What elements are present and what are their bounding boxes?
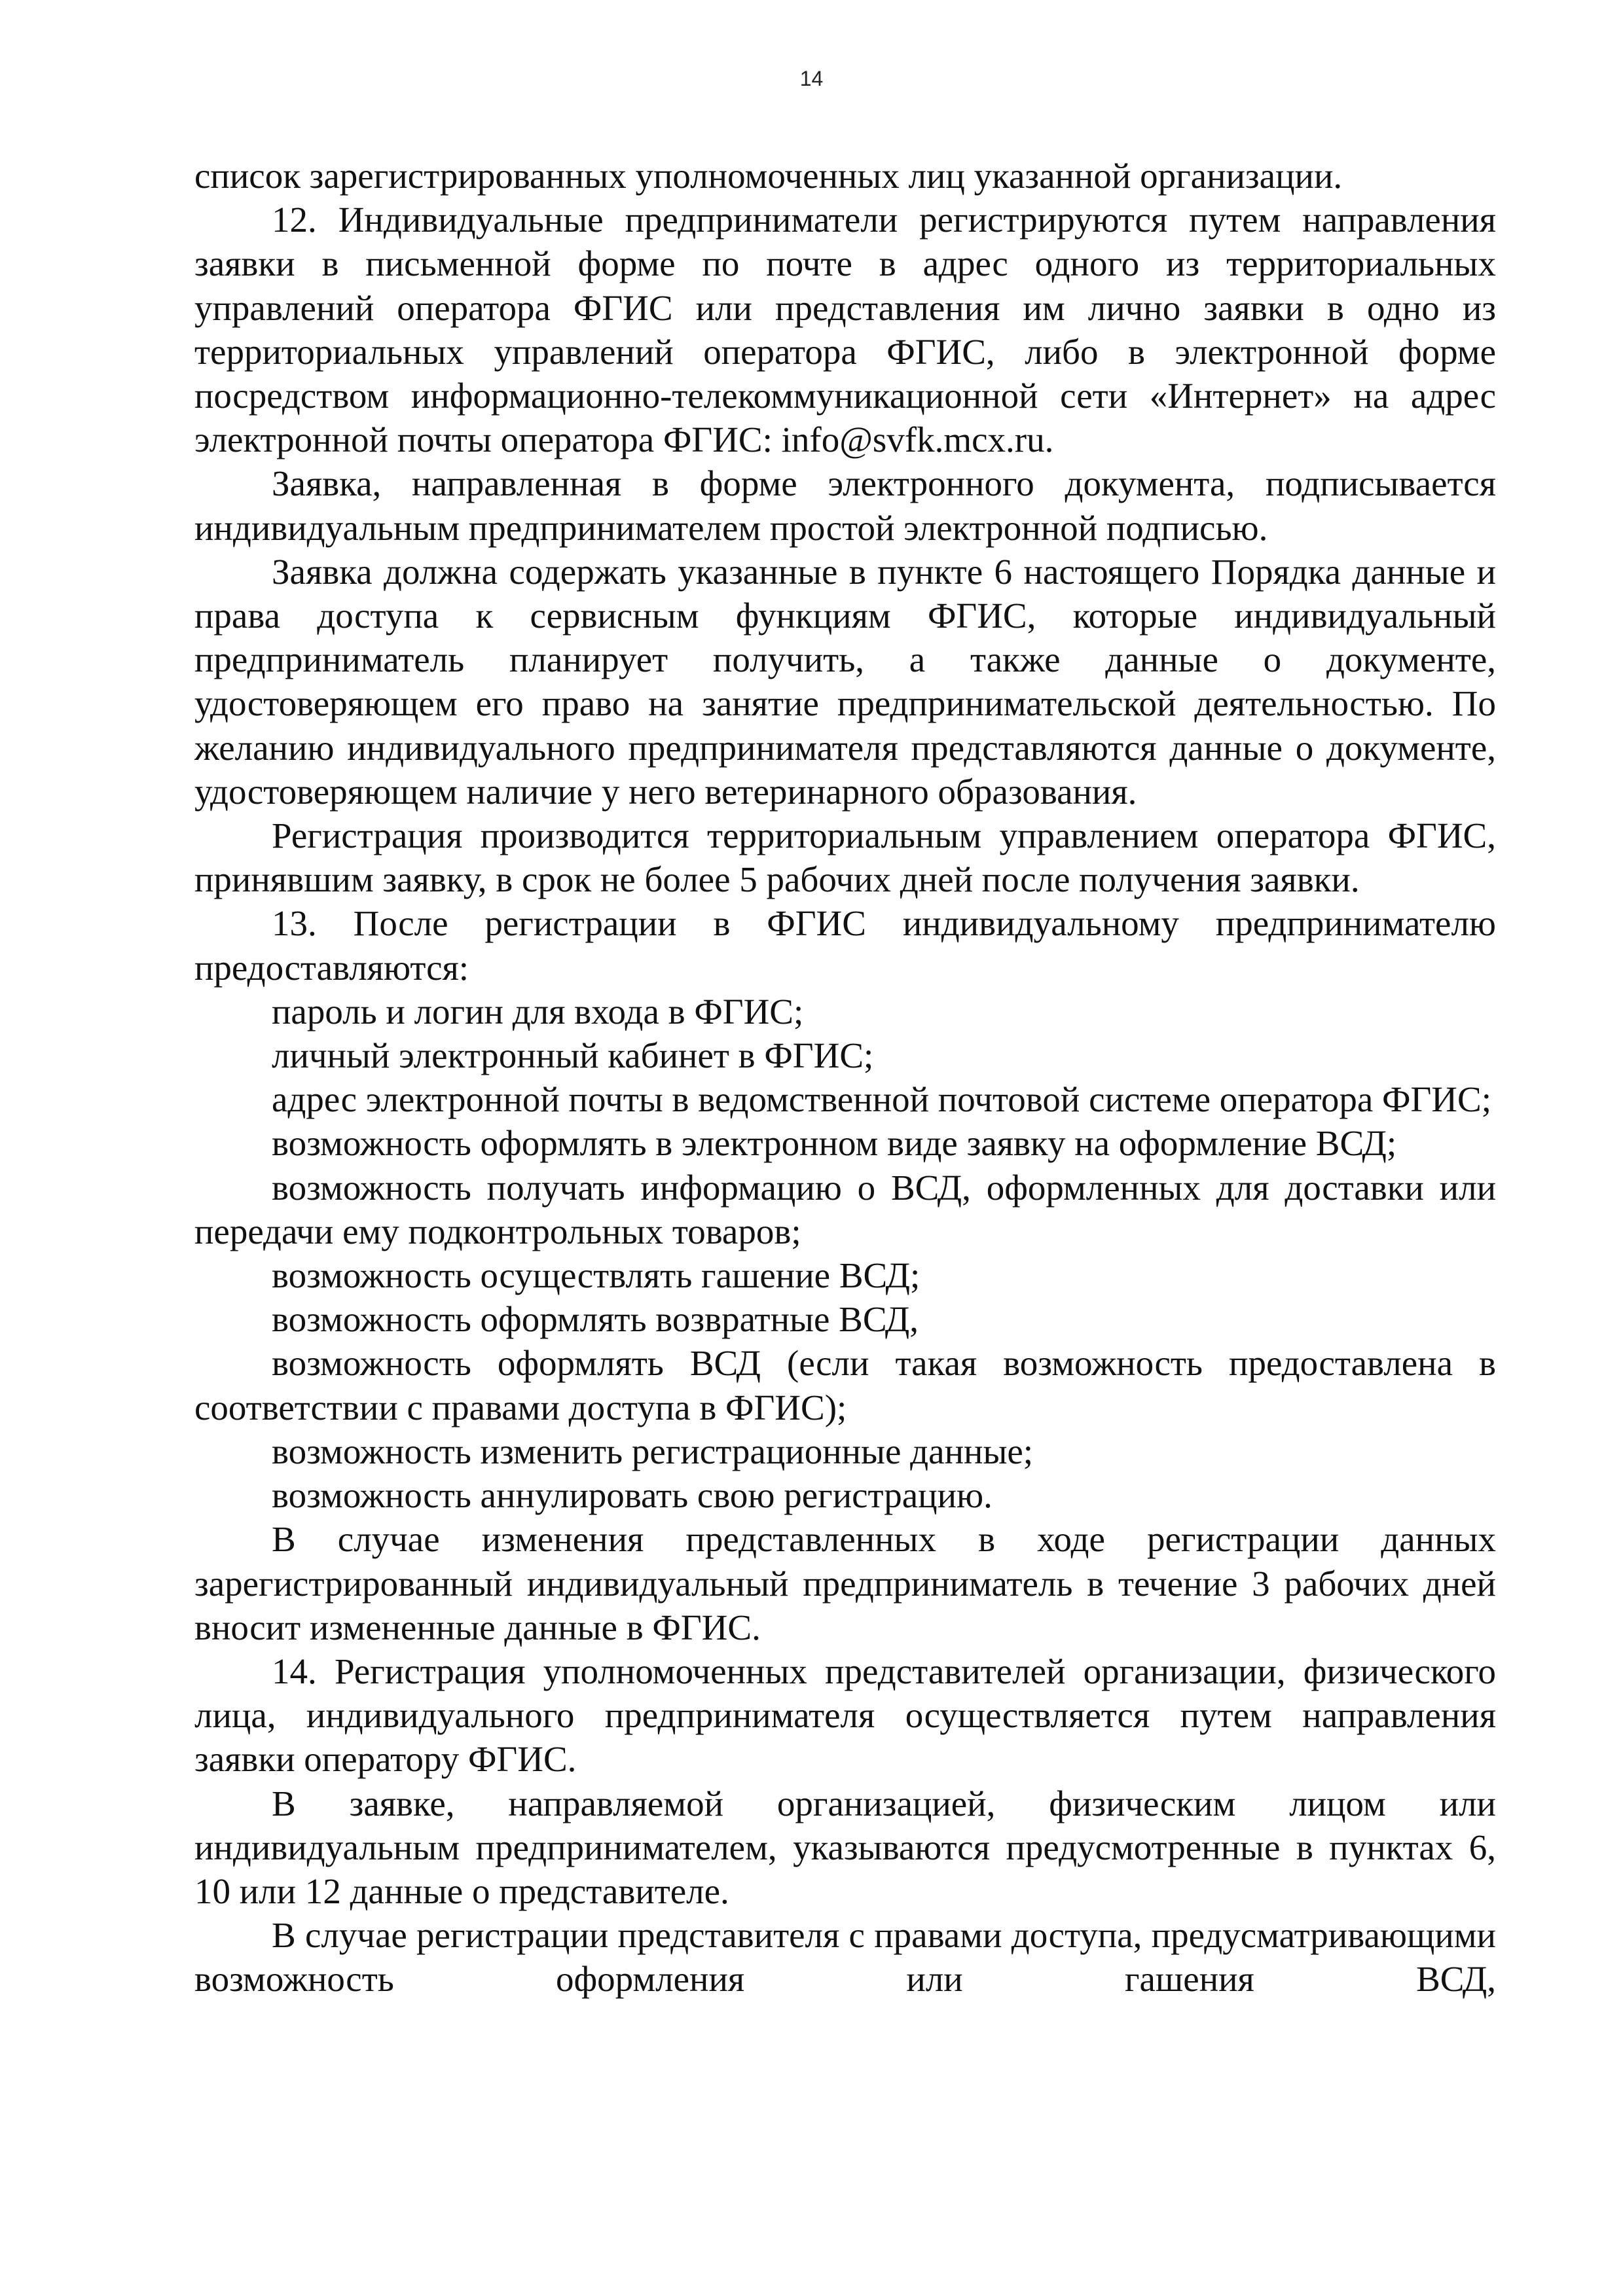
paragraph: Регистрация производится территориальным управлением оператора ФГИС, принявшим заявку, в срок не более 5 рабочих дней после получения заявки. <box>194 816 1496 900</box>
document-body <box>194 154 1496 2001</box>
paragraph: список зарегистрированных уполномоченных лиц указанной организации. <box>194 156 1343 196</box>
page-number: 14 <box>799 67 824 90</box>
paragraph: возможность оформлять ВСД (если такая возможность предоставлена в соответствии с правами доступа в ФГИС); <box>194 1343 1496 1427</box>
paragraph: возможность аннулировать свою регистрацию. <box>272 1475 993 1516</box>
paragraph: личный электронный кабинет в ФГИС; <box>272 1035 874 1076</box>
paragraph: возможность изменить регистрационные данные; <box>272 1431 1034 1471</box>
paragraph: возможность осуществлять гашение ВСД; <box>272 1255 921 1296</box>
paragraph: адрес электронной почты в ведомственной почтовой системе оператора ФГИС; <box>272 1079 1491 1120</box>
paragraph: возможность оформлять в электронном виде заявку на оформление ВСД; <box>272 1123 1397 1164</box>
paragraph: Заявка, направленная в форме электронного документа, подписывается индивидуальным предпринимателем простой электронной подписью. <box>194 463 1496 548</box>
paragraph: пароль и логин для входа в ФГИС; <box>272 991 804 1031</box>
paragraph: 12. Индивидуальные предприниматели регистрируются путем направления заявки в письменной форме по почте в адрес одного из территориальных управлений оператора ФГИС или представления им лично заявки в одно из территориальных управлений оператора ФГИС, либо в электронной форме посредством информационно-телекоммуникационной сети «Интернет» на адрес электронной почты оператора ФГИС: info@svfk.mcx.ru. <box>194 200 1496 460</box>
paragraph: В случае регистрации представителя с правами доступа, предусматривающими возможность оформления или гашения ВСД, <box>194 1915 1496 2000</box>
paragraph: Заявка должна содержать указанные в пункте 6 настоящего Порядка данные и права доступа к сервисным функциям ФГИС, которые индивидуальный предприниматель планирует получить, а также данные о документе, удостоверяющем его право на занятие предпринимательской деятельностью. По желанию индивидуального предпринимателя представляются данные о документе, удостоверяющем наличие у него ветеринарного образования. <box>194 551 1496 812</box>
paragraph: В заявке, направляемой организацией, физическим лицом или индивидуальным предпринимателем, указываются предусмотренные в пунктах 6, 10 или 12 данные о представителе. <box>194 1783 1496 1911</box>
paragraph: 14. Регистрация уполномоченных представителей организации, физического лица, индивидуального предпринимателя осуществляется путем направления заявки оператору ФГИС. <box>194 1651 1496 1780</box>
paragraph: В случае изменения представленных в ходе регистрации данных зарегистрированный индивидуальный предприниматель в течение 3 рабочих дней вносит измененные данные в ФГИС. <box>194 1519 1496 1647</box>
paragraph: возможность получать информацию о ВСД, оформленных для доставки или передачи ему подконтрольных товаров; <box>194 1167 1496 1251</box>
paragraph: возможность оформлять возвратные ВСД, <box>272 1299 919 1340</box>
paragraph: 13. После регистрации в ФГИС индивидуальному предпринимателю предоставляются: <box>194 903 1496 988</box>
